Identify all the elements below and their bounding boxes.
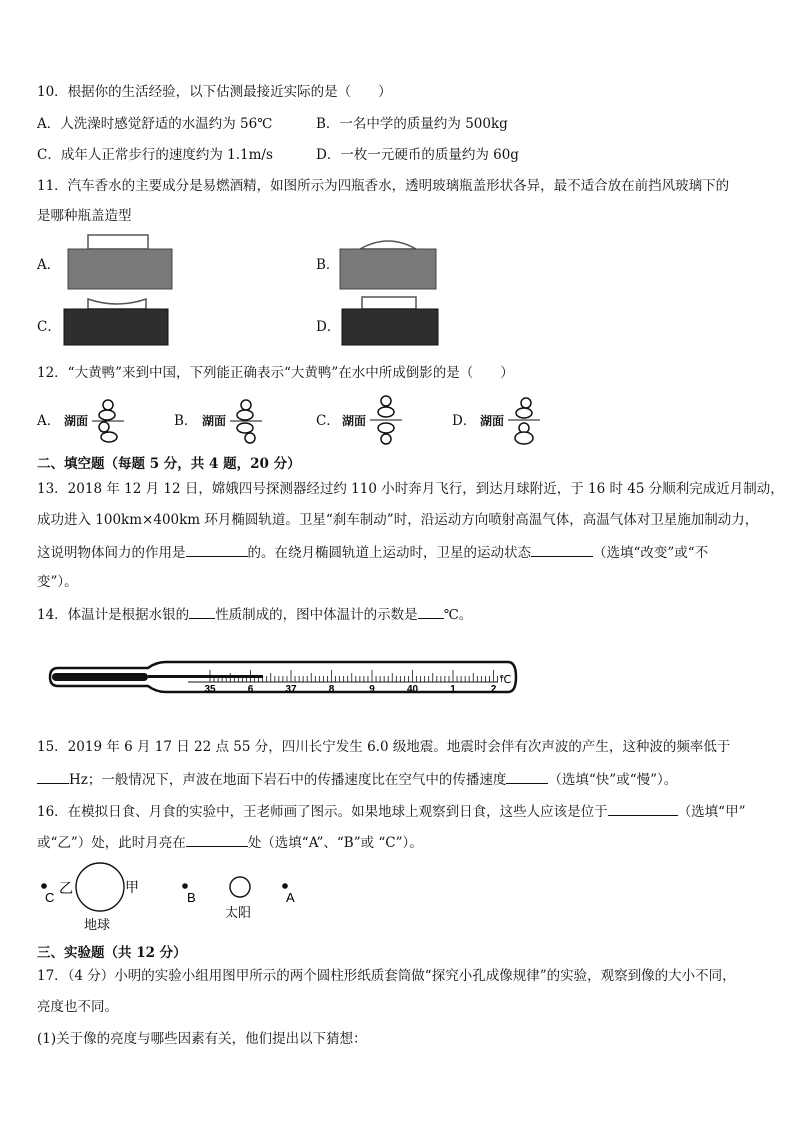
q12-option-a-lake: 湖面	[64, 414, 89, 428]
q10-stem: 10．根据你的生活经验，以下估测最接近实际的是（ ）	[37, 84, 392, 100]
section-2-heading: 二、填空题（每题 5 分，共 4 题，20 分）	[37, 456, 301, 472]
duck-reflection-c	[370, 392, 402, 448]
point-a-label: A	[286, 890, 295, 905]
q16-blank-1[interactable]	[608, 801, 678, 816]
q13-blank-2[interactable]	[531, 542, 593, 557]
q16-line2-part2: 处（选填“A”、“B”或 “C”）。	[247, 835, 423, 851]
q15-blank-1[interactable]	[37, 769, 69, 784]
duck-reflection-a	[92, 394, 124, 448]
q15-line1: 15．2019 年 6 月 17 日 22 点 55 分，四川长宁发生 6.0 级地震。地震时会伴有次声波的产生，这种波的频率低于	[37, 739, 731, 755]
position-yi-label: 乙	[59, 880, 73, 896]
perfume-bottle-square-cap-d	[340, 295, 440, 350]
scale-label: 8	[328, 684, 335, 695]
point-c-label: C	[45, 890, 55, 905]
q12-option-d-lake: 湖面	[480, 414, 505, 428]
q11-option-b-label: B．	[316, 257, 340, 273]
mercury-bulb	[52, 673, 148, 681]
q14-part3: ℃。	[443, 607, 473, 623]
earth-circle	[76, 863, 124, 911]
sun-circle	[230, 877, 250, 897]
q10-option-c: C．成年人正常步行的速度约为 1.1m/s	[37, 147, 273, 163]
q10-option-a: A．人洗澡时感觉舒适的水温约为 56℃	[37, 116, 273, 132]
q17-line1: 17．（4 分）小明的实验小组用图甲所示的两个圆柱形纸质套筒做“探究小孔成像规律”的实验，观察到像的大小不同，	[37, 968, 736, 984]
clinical-thermometer	[48, 654, 522, 700]
q10-option-b: B．一名中学的质量约为 500kg	[316, 116, 508, 132]
q14-blank-2[interactable]	[418, 604, 444, 619]
q16-blank-2[interactable]	[186, 832, 248, 847]
q13-blank-1[interactable]	[186, 542, 248, 557]
duck-reflection-d	[508, 394, 540, 448]
q14-part1: 14．体温计是根据水银的	[37, 607, 190, 623]
scale-label: 9	[369, 684, 375, 695]
q11-option-d-label: D．	[316, 319, 341, 335]
earth-label: 地球	[84, 917, 111, 932]
q13-line2: 成功进入 100km×400km 环月椭圆轨道。卫星“刹车制动”时，沿运动方向喷射高温气体，高温气体对卫星施加制动力，	[37, 512, 759, 528]
perfume-bottle-flat-cap-a	[66, 233, 176, 293]
q14-part2: 性质制成的，图中体温计的示数是	[215, 607, 418, 623]
scale-label: 1	[450, 684, 456, 695]
q15-blank-2[interactable]	[506, 769, 548, 784]
q14-blank-1[interactable]	[189, 604, 215, 619]
section-3-heading: 三、实验题（共 12 分）	[37, 945, 187, 961]
q13-line3-part3: （选填“改变”或“不	[593, 545, 709, 561]
q13-line1: 13．2018 年 12 月 12 日，嫦娥四号探测器经过约 110 小时奔月飞行，到达月球附近，于 16 时 45 分顺利完成近月制动，	[37, 481, 784, 497]
q12-option-d-label: D．	[452, 413, 477, 429]
q15-line2	[37, 769, 677, 789]
point-a-dot	[282, 883, 288, 889]
point-c-dot	[41, 883, 47, 889]
q11-stem-line2: 是哪种瓶盖造型	[37, 208, 132, 224]
q13-line3-part2: 的。在绕月椭圆轨道上运动时，卫星的运动状态	[247, 545, 531, 561]
scale-label: 37	[285, 684, 297, 695]
q11-option-c-label: C．	[37, 319, 61, 335]
mercury-column	[148, 675, 263, 678]
q12-option-a-label: A．	[37, 413, 61, 429]
q12-option-b-label: B．	[174, 413, 198, 429]
scale-label: 2	[490, 684, 497, 695]
q16-line1-part1: 16．在模拟日食、月食的实验中，王老师画了图示。如果地球上观察到日食，这些人应该是位于	[37, 804, 608, 820]
q12-option-b-lake: 湖面	[202, 414, 227, 428]
q17-line2: 亮度也不同。	[37, 999, 118, 1015]
q17-line3: (1)关于像的亮度与哪些因素有关，他们提出以下猜想：	[37, 1031, 367, 1047]
perfume-bottle-convex-cap-b	[338, 233, 438, 293]
q12-option-c-lake: 湖面	[342, 414, 367, 428]
perfume-bottle-concave-cap-c	[62, 295, 172, 350]
q16-line2	[37, 832, 423, 852]
q13-line3-part1: 这说明物体间力的作用是	[37, 545, 186, 561]
q12-option-c-label: C．	[316, 413, 340, 429]
scale-label: 35	[204, 684, 216, 695]
scale-label: 40	[406, 684, 419, 695]
unit-label: ℃	[499, 674, 512, 686]
q15-line2-part2: （选填“快”或“慢”）。	[548, 772, 678, 788]
q11-stem-line1: 11．汽车香水的主要成分是易燃酒精，如图所示为四瓶香水，透明玻璃瓶盖形状各异，最不适合放在前挡风玻璃下的	[37, 178, 730, 194]
q13-line3	[37, 542, 708, 562]
q13-line4: 变”）。	[37, 574, 78, 590]
duck-reflection-b	[230, 394, 262, 448]
q15-line2-part1: Hz；一般情况下，声波在地面下岩石中的传播速度比在空气中的传播速度	[69, 772, 507, 788]
q12-stem: 12．“大黄鸭”来到中国，下列能正确表示“大黄鸭”在水中所成倒影的是（ ）	[37, 365, 514, 381]
q16-line1	[37, 801, 746, 821]
point-b-dot	[182, 883, 188, 889]
scale-label: 6	[247, 684, 254, 695]
q11-option-a-label: A．	[37, 257, 61, 273]
sun-label: 太阳	[225, 905, 252, 920]
q10-option-d: D．一枚一元硬币的质量约为 60g	[316, 147, 519, 163]
q16-line2-part1: 或“乙”）处，此时月亮在	[37, 835, 186, 851]
point-b-label: B	[187, 890, 196, 905]
position-jia-label: 甲	[125, 879, 139, 895]
q14-line	[37, 604, 472, 624]
eclipse-diagram	[34, 858, 304, 938]
q16-line1-part2: （选填“甲”	[677, 804, 746, 820]
